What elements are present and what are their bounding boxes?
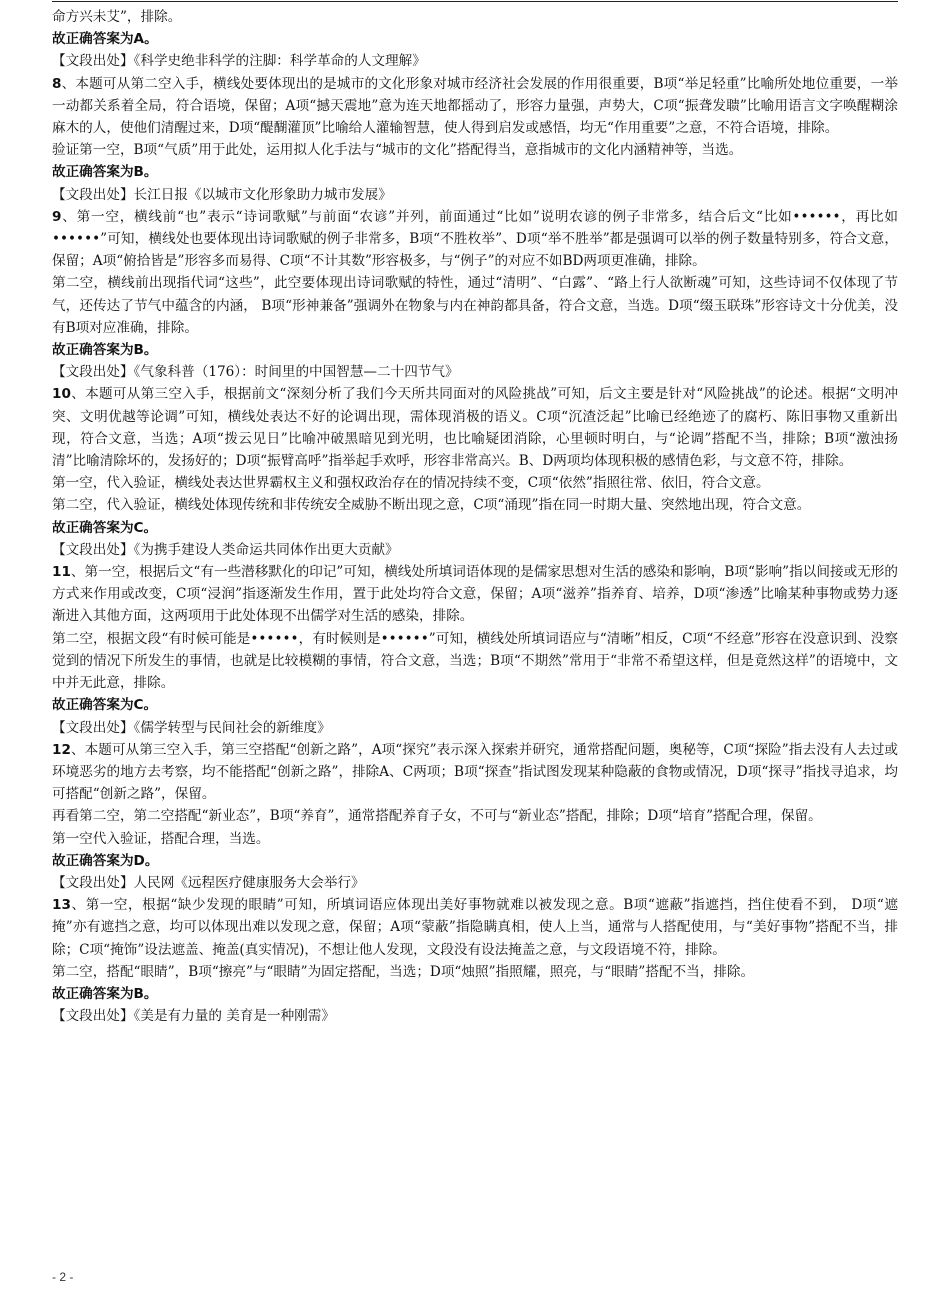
paragraph: 第二空，代入验证，横线处体现传统和非传统安全威胁不断出现之意，C项“涌现”指在同一时期大量、突然地出现，符合文意。 [52, 497, 811, 514]
answer-line: 故正确答案为B。 [52, 164, 158, 181]
source-line: 【文段出处】《儒学转型与民间社会的新维度》 [52, 719, 331, 736]
answer-line: 故正确答案为C。 [52, 519, 158, 536]
source-line: 【文段出处】《科学史绝非科学的注脚：科学革命的人文理解》 [52, 53, 426, 70]
answer-line: 故正确答案为B。 [52, 985, 158, 1002]
question-number: 12 [52, 741, 71, 758]
source-line: 【文段出处】人民网《远程医疗健康服务大会举行》 [52, 874, 365, 891]
paragraph: 再看第二空，第二空搭配“新业态”，B项“养育”，通常搭配养育子女，不可与“新业态”搭配，排除；D项“培育”搭配合理，保留。 [52, 808, 822, 825]
paragraph: 第一空代入验证，搭配合理，当选。 [52, 830, 270, 847]
answer-line: 故正确答案为A。 [52, 31, 158, 48]
question-text: 、第一空，根据后文“有一些潜移默化的印记”可知，横线处所填词语体现的是儒家思想对生活的感染和影响，B项“影响”指以间接或无形的方式来作用或改变，C项“浸润”指逐渐发生作用，置于此处均符合文意，保留；A项“滋养”指养育、培养，D项“渗透”比喻某种事物或势力逐渐进入其他方面，这两项用于此处体现不出儒学对生活的感染，排除。 [52, 564, 898, 625]
paragraph: 第二空，搭配“眼睛”，B项“擦亮”与“眼睛”为固定搭配，当选；D项“烛照”指照耀，照亮，与“眼睛”搭配不当，排除。 [52, 963, 755, 980]
question-9 [52, 206, 898, 273]
question-12 [52, 739, 898, 806]
question-number: 13 [52, 897, 71, 914]
question-13 [52, 894, 898, 961]
paragraph: 第一空，代入验证，横线处表达世界霸权主义和强权政治存在的情况持续不变，C项“依然”指照往常、依旧，符合文意。 [52, 475, 770, 492]
document-body [52, 6, 898, 1027]
source-line: 【文段出处】《气象科普（176）：时间里的中国智慧—二十四节气》 [52, 364, 459, 381]
question-number: 9 [52, 208, 62, 225]
page-number: - 2 - [52, 1270, 74, 1284]
paragraph: 验证第一空，B项“气质”用于此处，运用拟人化手法与“城市的文化”搭配得当，意指城市的文化内涵精神等，当选。 [52, 142, 743, 159]
paragraph: 第二空，横线前出现指代词“这些”，此空要体现出诗词歌赋的特性，通过“清明”、“白露”、“路上行人欲断魂”可知，这些诗词不仅体现了节气，还传达了节气中蕴含的内涵， B项“形神兼备”强调外在物象与内在神韵都具备，符合文意，当选。D项“缀玉联珠”形容诗文十分优美，没有B项对应准确，排除。 [52, 275, 898, 336]
answer-line: 故正确答案为D。 [52, 852, 159, 869]
question-text: 、本题可从第二空入手，横线处要体现出的是城市的文化形象对城市经济社会发展的作用很重要，B项“举足轻重”比喻所处地位重要，一举一动都关系着全局，符合语境，保留；A项“撼天震地”意为连天地都摇动了，形容力量强，声势大，C项“振聋发聩”比喻用语言文字唤醒糊涂麻木的人，使他们清醒过来，D项“醍醐灌顶”比喻给人灌输智慧，使人得到启发或感悟，均无“作用重要”之意，不符合语境，排除。 [52, 75, 898, 137]
header-rule [52, 1, 898, 2]
paragraph: 第二空，根据文段“有时候可能是••••••，有时候则是••••••”可知，横线处所填词语应与“清晰”相反，C项“不经意”形容在没意识到、没察觉到的情况下所发生的事情，也就是比较模糊的事情，符合文意，当选；B项“不期然”常用于“非常不希望这样，但是竟然这样”的语境中，文中并无此意，排除。 [52, 630, 899, 692]
question-11 [52, 561, 898, 628]
source-line: 【文段出处】《为携手建设人类命运共同体作出更大贡献》 [52, 541, 399, 558]
question-text: 、第一空，根据“缺少发现的眼睛”可知，所填词语应体现出美好事物就难以被发现之意。B项“遮蔽”指遮挡，挡住使看不到， D项“遮掩”亦有遮挡之意，均可以体现出难以发现之意，保留；A项“蒙蔽”指隐瞒真相，使人上当，通常与人搭配使用，与“美好事物”搭配不当，排除；C项“掩饰”设法遮盖、掩盖(真实情况)，不想让他人发现，文段没有设法掩盖之意，与文段语境不符，排除。 [52, 897, 898, 958]
question-8 [52, 73, 898, 140]
source-line: 【文段出处】长江日报《以城市文化形象助力城市发展》 [52, 186, 392, 203]
question-10 [52, 383, 898, 472]
question-number: 8 [52, 75, 62, 92]
question-number: 11 [52, 564, 71, 581]
answer-line: 故正确答案为B。 [52, 342, 158, 359]
paragraph: 命方兴未艾”，排除。 [52, 9, 182, 25]
answer-line: 故正确答案为C。 [52, 697, 158, 714]
question-text: 、本题可从第三空入手，根据前文“深刻分析了我们今天所共同面对的风险挑战”可知，后文主要是针对“风险挑战”的论述。根据“文明冲突、文明优越等论调”可知，横线处表达不好的论调出现，需体现消极的语义。C项“沉渣泛起”比喻已经绝迹了的腐朽、陈旧事物又重新出现，符合文意，当选；A项“拨云见日”比喻冲破黑暗见到光明，也比喻疑团消除，心里顿时明白，与“论调”搭配不当，排除；B项“激浊扬清”比喻清除坏的，发扬好的；D项“振臂高呼”指举起手欢呼，形容非常高兴。B、D两项均体现积极的感情色彩，与文意不符，排除。 [52, 386, 898, 470]
source-line: 【文段出处】《美是有力量的 美育是一种刚需》 [52, 1008, 335, 1025]
question-text: 、本题可从第三空入手，第三空搭配“创新之路”，A项“探究”表示深入探索并研究，通常搭配问题，奥秘等，C项“探险”指去没有人去过或环境恶劣的地方去考察，均不能搭配“创新之路”，排除A、C两项；B项“探查”指试图发现某种隐蔽的食物或情况，D项“探寻”指找寻追求，均可搭配“创新之路”，保留。 [52, 741, 898, 803]
question-number: 10 [52, 386, 71, 403]
question-text: 、第一空，横线前“也”表示“诗词歌赋”与前面“农谚”并列，前面通过“比如”说明农谚的例子非常多，结合后文“比如••••••，再比如••••••”可知，横线处也要体现出诗词歌赋的例子非常多，B项“不胜枚举”、D项“举不胜举”都是强调可以举的例子数量特别多，符合文意，保留；A项“俯拾皆是”形容多而易得、C项“不计其数”形容极多，与“例子”的对应不如BD两项更准确，排除。 [52, 208, 898, 270]
